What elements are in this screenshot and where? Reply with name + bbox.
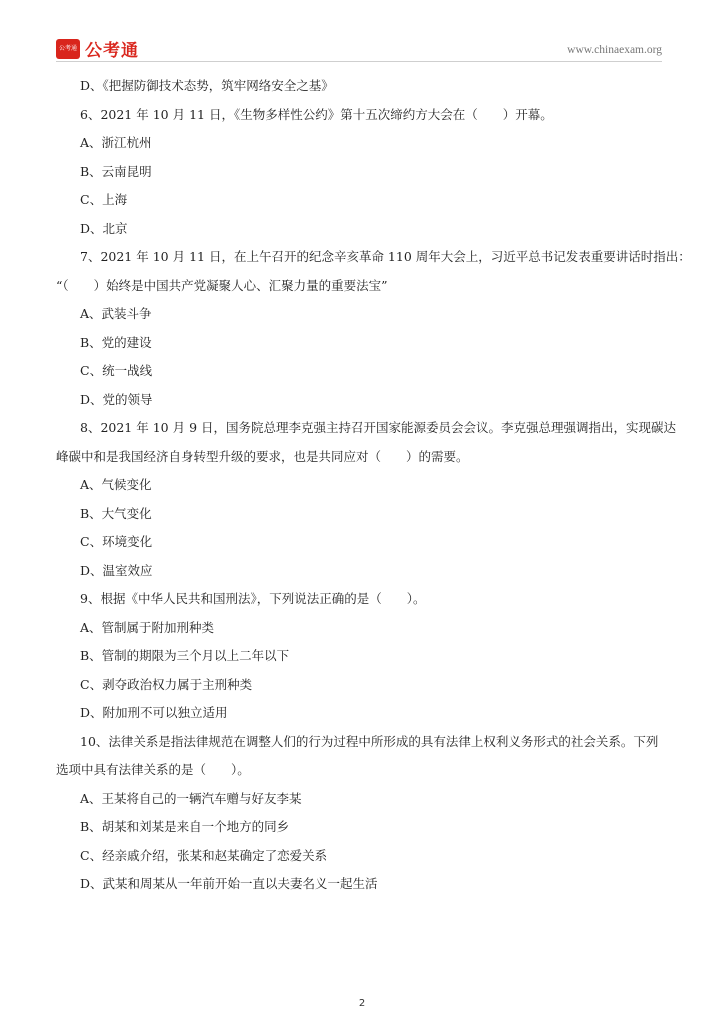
answer-option: A、浙江杭州: [80, 135, 152, 150]
logo-text: 公考通: [85, 41, 139, 61]
answer-option: D、党的领导: [80, 391, 153, 407]
question-text: 10、法律关系是指法律规范在调整人们的行为过程中所形成的具有法律上权利义务形式的社会关系。下列: [80, 733, 659, 749]
site-url: www.chinaexam.org: [567, 44, 662, 56]
question-text-continued: 选项中具有法律关系的是（ ）。: [56, 762, 250, 777]
question-text: 7、2021 年 10 月 11 日，在上午召开的纪念辛亥革命 110 周年大会上，习近平总书记发表重要讲话时指出：: [80, 249, 691, 264]
question-text-continued: “（ ）始终是中国共产党凝聚人心、汇聚力量的重要法宝”: [56, 277, 388, 293]
answer-option: C、上海: [80, 192, 128, 207]
answer-option: C、经亲戚介绍，张某和赵某确定了恋爱关系: [80, 847, 328, 863]
answer-option: C、剥夺政治权力属于主刑种类: [80, 676, 253, 692]
question-text: 8、2021 年 10 月 9 日，国务院总理李克强主持召开国家能源委员会会议。李克强总理强调指出，实现碳达: [80, 420, 676, 435]
answer-option: D、《把握防御技术态势，筑牢网络安全之基》: [80, 78, 334, 93]
answer-option: B、胡某和刘某是来自一个地方的同乡: [80, 819, 290, 834]
answer-option: A、王某将自己的一辆汽车赠与好友李某: [80, 790, 302, 806]
answer-option: C、统一战线: [80, 363, 153, 378]
answer-option: B、云南昆明: [80, 163, 152, 179]
answer-option: D、北京: [80, 220, 128, 236]
answer-option: A、管制属于附加刑种类: [80, 619, 215, 635]
answer-option: B、管制的期限为三个月以上二年以下: [80, 648, 290, 663]
answer-option: A、气候变化: [80, 477, 152, 492]
logo: [56, 36, 139, 61]
page-number: 2: [358, 998, 366, 1009]
answer-option: C、环境变化: [80, 534, 153, 549]
page-header: [56, 34, 662, 62]
answer-option: B、党的建设: [80, 334, 152, 350]
question-text-continued: 峰碳中和是我国经济自身转型升级的要求，也是共同应对（ ）的需要。: [56, 448, 469, 464]
document-body: [56, 72, 691, 899]
answer-option: B、大气变化: [80, 505, 152, 521]
question-text: 9、根据《中华人民共和国刑法》，下列说法正确的是（ ）。: [80, 591, 426, 606]
header-divider: [56, 61, 662, 62]
answer-option: D、武某和周某从一年前开始一直以夫妻名义一起生活: [80, 876, 378, 891]
question-text: 6、2021 年 10 月 11 日，《生物多样性公约》第十五次缔约方大会在（ ）开幕。: [80, 106, 553, 122]
logo-badge-icon: 公考通: [56, 39, 80, 59]
answer-option: A、武装斗争: [80, 306, 152, 321]
answer-option: D、温室效应: [80, 562, 153, 578]
answer-option: D、附加刑不可以独立适用: [80, 705, 228, 720]
